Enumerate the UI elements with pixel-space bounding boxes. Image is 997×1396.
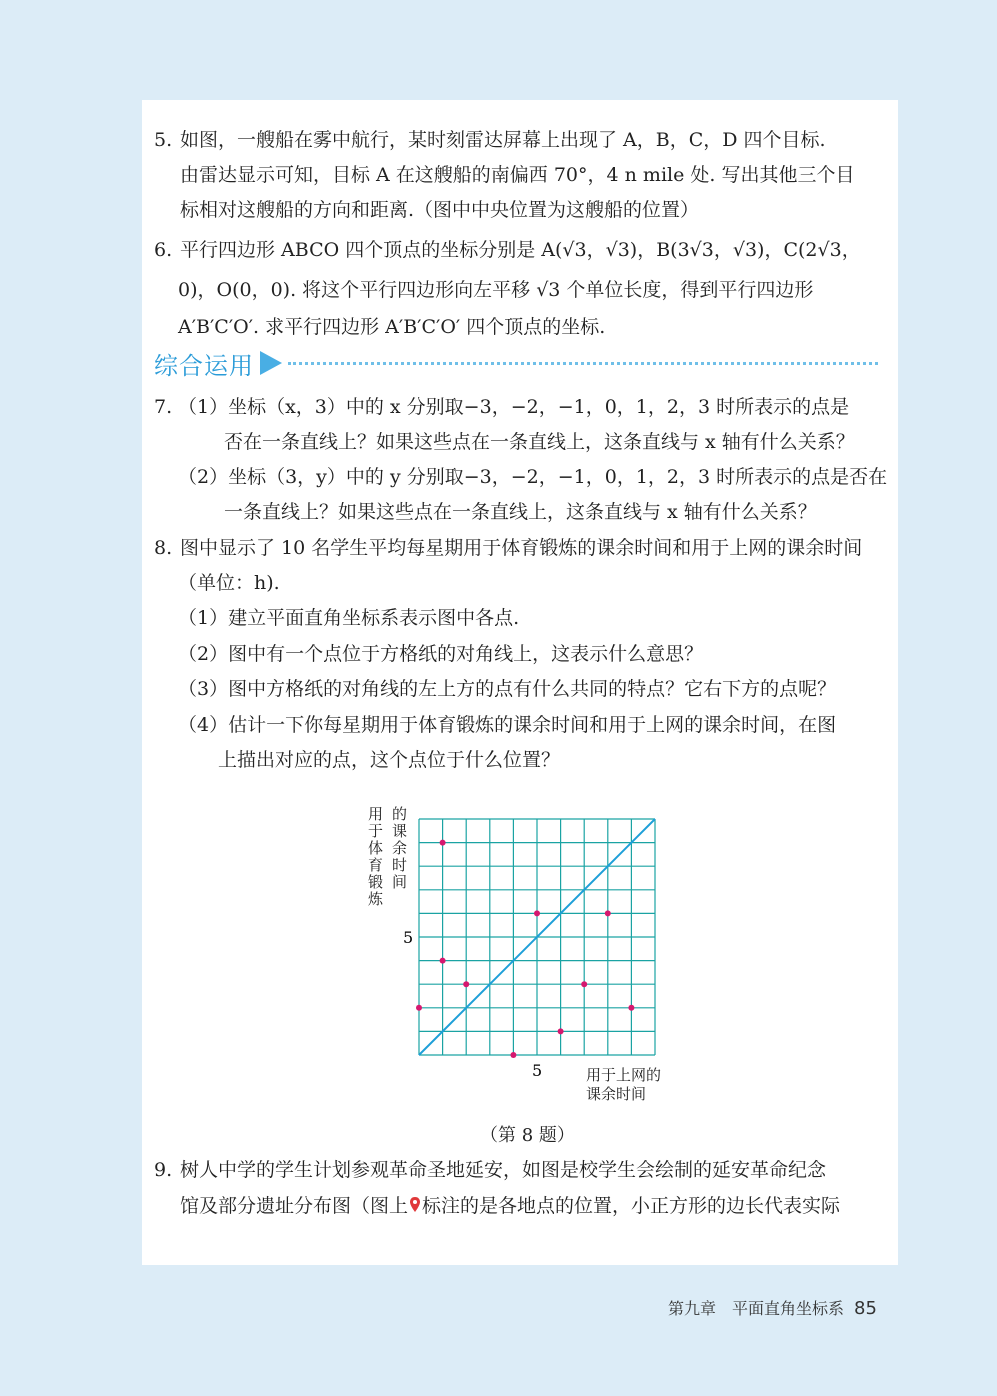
page [142, 100, 898, 1265]
problem-8-line-1: 图中显示了 10 名学生平均每星期用于体育锻炼的课余时间和用于上网的课余时间 [180, 537, 863, 559]
problem-7-line-4: 一条直线上？如果这些点在一条直线上，这条直线与 x 轴有什么关系？ [224, 501, 817, 523]
section-arrow-icon [260, 351, 282, 375]
x-tick-label: 5 [532, 1061, 543, 1080]
problem-9-line-1: 树人中学的学生计划参观革命圣地延安，如图是校学生会绘制的延安革命纪念 [180, 1159, 827, 1181]
y-axis-label-col-1: 用于体育锻炼 [368, 805, 384, 908]
problem-7-line-3: （2）坐标（3，y）中的 y 分别取−3，−2，−1，0，1，2，3 时所表示的点是否在 [178, 466, 888, 488]
problem-8-line-5: （3）图中方格纸的对角线的左上方的点有什么共同的特点？它右下方的点呢？ [178, 678, 837, 700]
problem-8-line-4: （2）图中有一个点位于方格纸的对角线上，这表示什么意思？ [178, 643, 704, 665]
problem-7-line-1: （1）坐标（x，3）中的 x 分别取−3，−2，−1，0，1，2，3 时所表示的点是 [178, 396, 850, 418]
data-point [534, 910, 540, 916]
data-point [416, 1005, 422, 1011]
problem-8-line-7: 上描出对应的点，这个点位于什么位置？ [218, 749, 561, 771]
problem-9-number: 9. [154, 1159, 173, 1181]
footer-chapter-title: 第九章 平面直角坐标系 [668, 1299, 845, 1318]
problem-5-number: 5. [154, 129, 173, 151]
problem-8-line-2: （单位：h). [178, 572, 280, 594]
data-point [558, 1028, 564, 1034]
problem-8-number: 8. [154, 537, 173, 559]
problem-8-line-3: （1）建立平面直角坐标系表示图中各点. [178, 607, 520, 629]
data-point [440, 840, 446, 846]
data-point [463, 981, 469, 987]
data-point [510, 1052, 516, 1058]
y-axis-label-col-2: 的课余时间 [392, 805, 408, 891]
problem-7-number: 7. [154, 396, 173, 418]
data-point [605, 910, 611, 916]
page-number: 85 [854, 1298, 877, 1319]
map-pin-icon [409, 1196, 421, 1214]
problem-6-line-2: 0)，O(0，0). 将这个平行四边形向左平移 √3 个单位长度，得到平行四边形 [178, 279, 814, 301]
section-heading [154, 346, 878, 380]
problem-6-number: 6. [154, 239, 173, 261]
problem-5-line-1: 如图，一艘船在雾中航行，某时刻雷达屏幕上出现了 A，B，C，D 四个目标. [180, 129, 826, 151]
problem-9-line-2 [180, 1193, 840, 1219]
problem-8-line-6: （4）估计一下你每星期用于体育锻炼的课余时间和用于上网的课余时间，在图 [178, 714, 837, 736]
problem-5-line-2: 由雷达显示可知，目标 A 在这艘船的南偏西 70°，4 n mile 处. 写出其他三个目 [180, 164, 855, 186]
problem-7-line-2: 否在一条直线上？如果这些点在一条直线上，这条直线与 x 轴有什么关系？ [224, 431, 855, 453]
x-axis-label-line-1: 用于上网的 [586, 1066, 662, 1084]
problem-6-line-3: A′B′C′O′. 求平行四边形 A′B′C′O′ 四个顶点的坐标. [178, 316, 606, 338]
page-footer [668, 1296, 877, 1319]
figure-caption: （第 8 题） [480, 1125, 575, 1146]
section-divider [288, 362, 878, 365]
problem-9-line-2-start: 馆及部分遗址分布图（图上 [180, 1195, 409, 1217]
data-point [440, 958, 446, 964]
problem-5-line-3: 标相对这艘船的方向和距离.（图中中央位置为这艘船的位置） [180, 199, 700, 221]
problem-9-line-2-end: 标注的是各地点的位置，小正方形的边长代表实际 [422, 1195, 841, 1217]
y-tick-label: 5 [403, 928, 414, 947]
x-axis-label-line-2: 课余时间 [586, 1085, 647, 1103]
problem-6-line-1: 平行四边形 ABCO 四个顶点的坐标分别是 A(√3，√3)，B(3√3，√3)，C(2√3， [180, 239, 861, 261]
data-point [581, 981, 587, 987]
section-title: 综合运用 [154, 351, 254, 380]
data-point [628, 1005, 634, 1011]
